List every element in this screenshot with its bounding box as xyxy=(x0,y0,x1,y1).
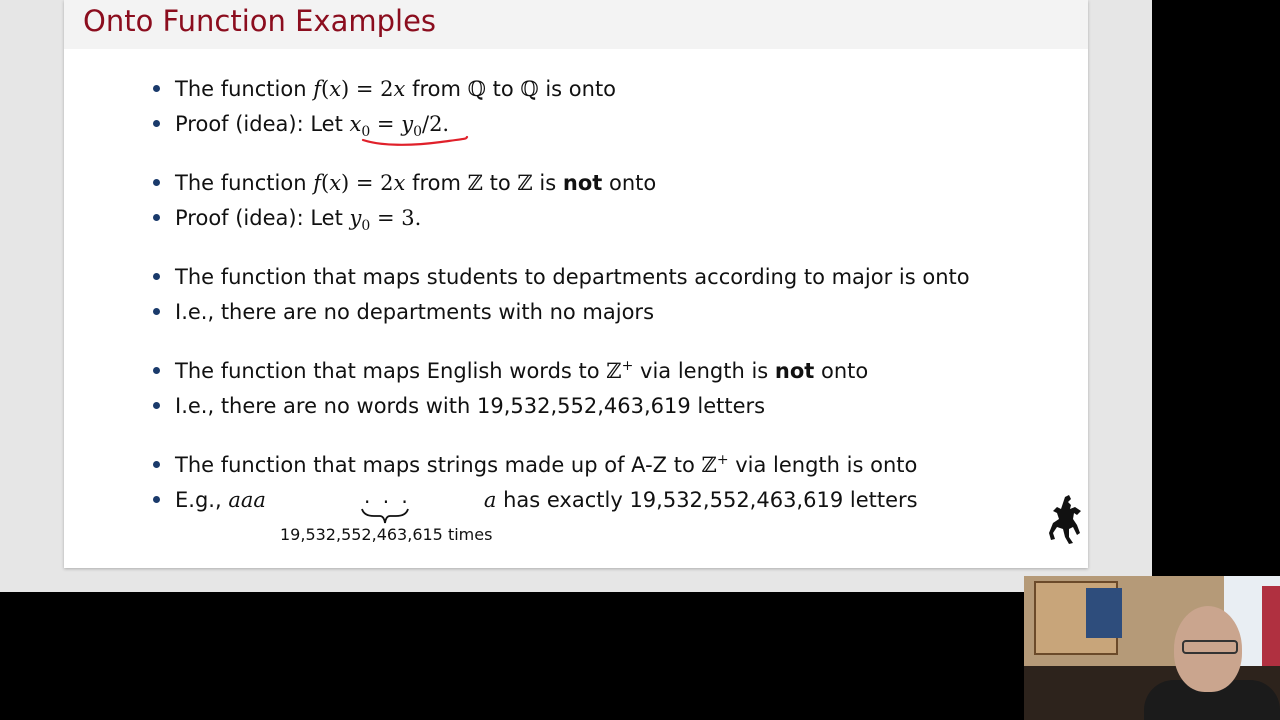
bullet-dot-icon xyxy=(153,496,160,503)
bullet-dot-icon xyxy=(153,402,160,409)
webcam-poster xyxy=(1086,588,1122,638)
title-bar xyxy=(64,0,1088,49)
bullet-item xyxy=(153,391,765,421)
bullet-text: Proof (idea): Let xyxy=(175,206,350,230)
math-subscript: 0 xyxy=(413,124,422,140)
underbrace-label: 19,532,552,463,615 times xyxy=(280,525,493,544)
bold-text: not xyxy=(562,171,603,195)
bullet-item xyxy=(153,168,656,198)
bullet-item xyxy=(153,297,654,327)
math-subscript: 0 xyxy=(361,124,371,140)
math-var: x xyxy=(349,112,362,136)
math-symbol: ( xyxy=(320,77,330,101)
bullet-dot-icon xyxy=(153,273,160,280)
slide xyxy=(64,0,1088,568)
bullet-item xyxy=(153,450,917,480)
math-var: x xyxy=(393,171,406,195)
bullet-text: is onto xyxy=(538,77,617,101)
bullet-dot-icon xyxy=(153,214,160,221)
math-var: y xyxy=(349,206,362,230)
bullet-item xyxy=(153,262,970,292)
bullet-text: The function that maps strings made up of A-Z to xyxy=(175,453,702,477)
math-symbol: = 2 xyxy=(349,171,394,195)
math-set: ℚ xyxy=(520,77,539,101)
bullet-text: via length is xyxy=(633,359,775,383)
bold-text: not xyxy=(774,359,815,383)
bullet-text: I.e., there are no departments with no majors xyxy=(175,300,655,324)
bullet-text: The function xyxy=(175,77,314,101)
bullet-dot-icon xyxy=(153,179,160,186)
math-var: x xyxy=(329,77,342,101)
bullet-text: I.e., there are no words with 19,532,552,463,619 letters xyxy=(175,394,766,418)
math-var: f xyxy=(313,77,321,101)
slide-title: Onto Function Examples xyxy=(83,4,437,38)
math-var: f xyxy=(313,171,321,195)
bullet-text: The function xyxy=(175,171,314,195)
bullet-dot-icon xyxy=(153,120,160,127)
math-var: x xyxy=(393,77,406,101)
math-symbol: ) xyxy=(341,77,350,101)
bullet-item xyxy=(153,74,616,104)
bullet-text: to xyxy=(485,77,521,101)
bullet-text: is xyxy=(532,171,563,195)
math-var: aaa xyxy=(228,488,266,512)
bullet-text: has exactly 19,532,552,463,619 letters xyxy=(496,488,918,512)
math-var: a xyxy=(483,488,497,512)
webcam-person-glasses xyxy=(1182,640,1238,654)
math-set: ℤ xyxy=(606,359,622,383)
bullet-item xyxy=(153,356,868,386)
bullet-text: from xyxy=(405,171,468,195)
math-set: ℤ xyxy=(517,171,533,195)
math-symbol: ) xyxy=(341,171,350,195)
math-superscript: + xyxy=(716,452,729,468)
bullet-item xyxy=(153,485,918,515)
bullet-text: from xyxy=(405,77,468,101)
math-var: y xyxy=(401,112,414,136)
underbrace-icon xyxy=(360,506,410,526)
math-symbol: ( xyxy=(320,171,330,195)
bullet-item xyxy=(153,203,421,233)
bullet-text: The function that maps students to departments according to major is onto xyxy=(175,265,970,289)
math-symbol: = 2 xyxy=(349,77,394,101)
bullet-dot-icon xyxy=(153,367,160,374)
math-symbol: = 3. xyxy=(370,206,422,230)
math-set: ℤ xyxy=(467,171,483,195)
math-symbol: /2. xyxy=(422,112,450,136)
bullet-text: via length is onto xyxy=(728,453,918,477)
bullet-text: onto xyxy=(602,171,657,195)
ellipsis-dots: · · · xyxy=(364,490,411,514)
bullet-text: The function that maps English words to xyxy=(175,359,607,383)
math-subscript: 0 xyxy=(361,218,371,234)
math-superscript: + xyxy=(621,358,634,374)
bucking-horse-logo xyxy=(1047,493,1083,545)
bullet-dot-icon xyxy=(153,308,160,315)
bullet-text: E.g., xyxy=(175,488,229,512)
bullet-dot-icon xyxy=(153,85,160,92)
math-symbol: = xyxy=(370,112,402,136)
math-set: ℚ xyxy=(467,77,486,101)
bullet-text: Proof (idea): Let xyxy=(175,112,350,136)
math-var: x xyxy=(329,171,342,195)
bullet-text: to xyxy=(482,171,518,195)
red-underline-annotation xyxy=(361,133,469,149)
bullet-text: onto xyxy=(814,359,869,383)
math-set: ℤ xyxy=(701,453,717,477)
bullet-dot-icon xyxy=(153,461,160,468)
webcam-feed xyxy=(1024,576,1280,720)
